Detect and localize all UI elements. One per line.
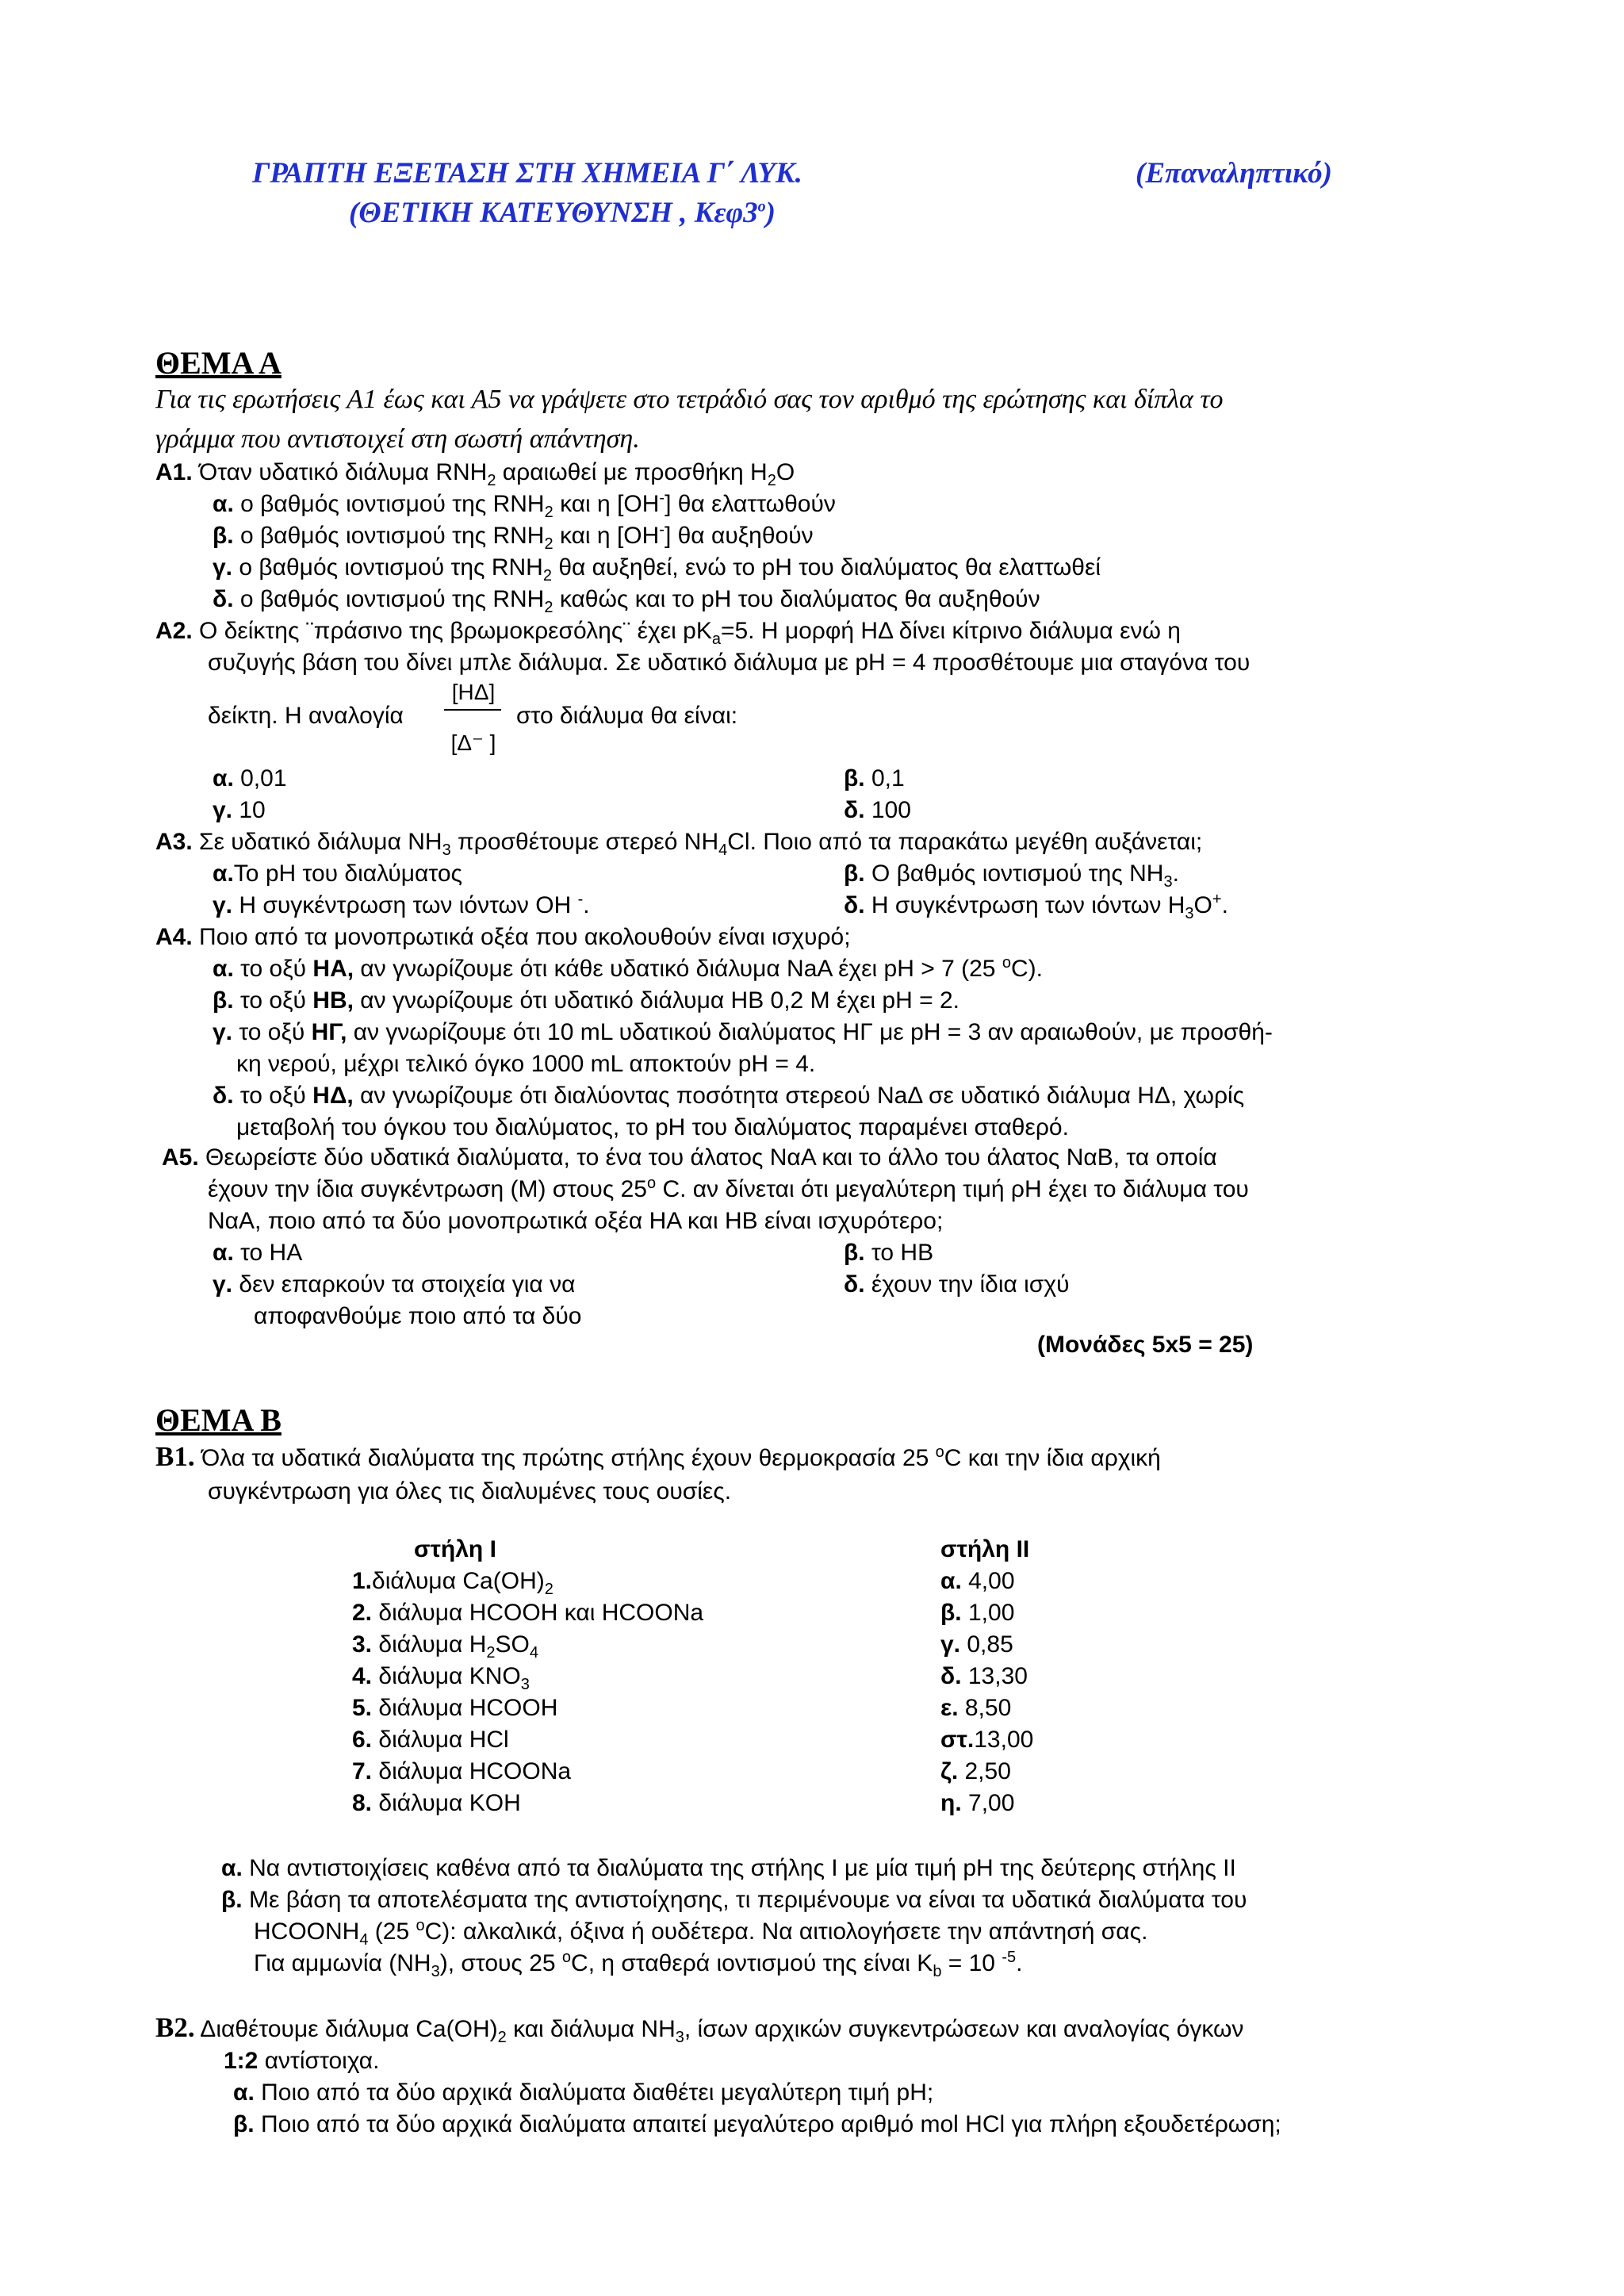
ratio-numerator: [ΗΔ] (451, 680, 496, 704)
question-a5: Α5. Θεωρείστε δύο υδατικά διαλύματα, το ένα του άλατος ΝαΑ και το άλλο του άλατος ΝαΒ, τα οποία (162, 1144, 1217, 1171)
a2-option-d: δ. 100 (844, 797, 911, 823)
column-1-item: 7. διάλυμα HCOONa (352, 1758, 572, 1784)
a3-option-a: α.Το pH του διαλύματος (213, 861, 462, 887)
a5-option-c: γ. δεν επαρκούν τα στοιχεία για να (213, 1271, 576, 1297)
ratio-denominator: [Δ⁻ ] (450, 730, 496, 755)
a2-line3-end: στο διάλυμα θα είναι: (516, 703, 738, 729)
b1-question-b: β. Με βάση τα αποτελέσματα της αντιστοίχησης, τι περιμένουμε να είναι τα υδατικά διαλύματα του (221, 1887, 1247, 1913)
theme-a-intro-line2: γράμμα που αντιστοιχεί στη σωστή απάντηση. (155, 424, 640, 454)
column-1-item: 3. διάλυμα $H_2SO_4$ (352, 1631, 539, 1662)
b2-option-a: α. Ποιο από τα δύο αρχικά διαλύματα διαθέτει μεγαλύτερη τιμή pH; (233, 2079, 934, 2106)
b1-question-b-line2: $HCOONH_4$ (25 $^o$C): αλκαλικά, όξινα ή ουδέτερα. Να αιτιολογήσετε την απάντησή σας. (254, 1917, 1148, 1949)
a3-option-b: β. Ο βαθμός ιοντισμού της $NH_3$. (844, 861, 1179, 891)
question-b1: Β1. Όλα τα υδατικά διαλύματα της πρώτης στήλης έχουν θερμοκρασία 25 $^o$C και την ίδια αρχική (155, 1441, 1161, 1472)
a5-line3: ΝαΑ, ποιο από τα δύο μονοπρωτικά οξέα ΗΑ και ΗΒ είναι ισχυρότερο; (208, 1208, 944, 1234)
a2-option-b: β. 0,1 (844, 765, 905, 792)
question-a4: Α4. Ποιο από τα μονοπρωτικά οξέα που ακολουθούν είναι ισχυρό; (155, 924, 851, 950)
a1-option-b: β. ο βαθμός ιοντισμού της $RNH_2$ και η [ΟΗ-] θα αυξηθούν (213, 521, 814, 553)
question-b2: Β2. Διαθέτουμε διάλυμα $Ca(OH)_2$ και διάλυμα $NH_3$, ίσων αρχικών συγκεντρώσεων και αναλογίας όγκων (155, 2012, 1244, 2046)
exam-title: ΓΡΑΠΤΗ ΕΞΕΤΑΣΗ ΣΤΗ ΧΗΜΕΙΑ Γ΄ ΛΥΚ. (252, 157, 802, 190)
column-1-header: στήλη Ι (414, 1536, 496, 1562)
a5-line2: έχουν την ίδια συγκέντρωση (Μ) στους $25^o$ C. αν δίνεται ότι μεγαλύτερη τιμή ρΗ έχει το διάλυμα του (208, 1175, 1249, 1202)
column-2-item: γ. 0,85 (940, 1631, 1013, 1658)
theme-a-title: ΘΕΜΑ Α (155, 345, 282, 381)
a4-option-a: α. το οξύ ΗΑ, αν γνωρίζουμε ότι κάθε υδατικό διάλυμα ΝaΑ έχει pH > 7 (25 $^o$C). (213, 954, 1043, 982)
exam-subtitle: (ΘΕΤΙΚΗ ΚΑΤΕΥΘΥΝΣΗ , $K\varepsilon\varphi 3^o$) (349, 197, 776, 229)
column-2-item: ζ. 2,50 (940, 1758, 1011, 1784)
exam-tag: (Επαναληπτικό) (1136, 157, 1332, 190)
a1-option-d: δ. ο βαθμός ιοντισμού της $RNH_2$ καθώς και το pH του διαλύματος θα αυξηθούν (213, 586, 1040, 616)
column-2-item: στ.13,00 (940, 1727, 1034, 1753)
b2-option-b: β. Ποιο από τα δύο αρχικά διαλύματα απαιτεί μεγαλύτερο αριθμό mol HCl για πλήρη εξουδετέρωση; (233, 2111, 1281, 2137)
a1-option-a: α. ο βαθμός ιοντισμού της $RNH_2$ και η [ΟΗ-] θα ελαττωθούν (213, 489, 836, 521)
column-1-item: 8. διάλυμα KOH (352, 1790, 521, 1816)
question-a2: Α2. Ο δείκτης ¨πράσινο της βρωμοκρεσόλης¨ έχει $pK_a=5$. Η μορφή ΗΔ δίνει κίτρινο διάλυμα ενώ η (155, 618, 1181, 648)
column-2-item: ε. 8,50 (940, 1695, 1012, 1721)
a5-option-d: δ. έχουν την ίδια ισχύ (844, 1271, 1070, 1297)
b1-question-a: α. Να αντιστοιχίσεις καθένα από τα διαλύματα της στήλης Ι με μία τιμή pH της δεύτερης στήλης ΙΙ (221, 1855, 1236, 1881)
theme-a-intro-line1: Για τις ερωτήσεις Α1 έως και Α5 να γράψετε στο τετράδιό σας τον αριθμό της ερώτησης και δίπλα το (155, 385, 1224, 414)
column-1-item: 6. διάλυμα HCl (352, 1727, 509, 1753)
a5-option-a: α. το ΗΑ (213, 1240, 303, 1266)
theme-a-marks: (Μονάδες 5x5 = 25) (1037, 1332, 1254, 1358)
column-1-item: 2. διάλυμα HCOOH και HCOONa (352, 1600, 704, 1626)
a4-option-b: β. το οξύ ΗΒ, αν γνωρίζουμε ότι υδατικό διάλυμα ΗΒ 0,2 Μ έχει pH = 2. (213, 987, 959, 1014)
column-1-item: 5. διάλυμα HCOOH (352, 1695, 558, 1721)
a4-option-d: δ. το οξύ ΗΔ, αν γνωρίζουμε ότι διαλύοντας ποσότητα στερεού ΝaΔ σε υδατικό διάλυμα ΗΔ, χωρίς (213, 1083, 1245, 1109)
column-2-item: η. 7,00 (940, 1790, 1015, 1816)
a1-option-c: γ. ο βαθμός ιοντισμού της $RNH_2$ θα αυξηθεί, ενώ το pH του διαλύματος θα ελαττωθεί (213, 554, 1101, 585)
a3-option-d: δ. Η συγκέντρωση των ιόντων $H_3O^+$. (844, 891, 1228, 922)
b2-line2: 1:2 αντίστοιχα. (224, 2048, 380, 2074)
a4-option-d-cont: μεταβολή του όγκου του διαλύματος, το pH του διαλύματος παραμένει σταθερό. (236, 1114, 1069, 1140)
column-1-item: 4. διάλυμα $KNO_3$ (352, 1663, 530, 1693)
question-a1: Α1. Όταν υδατικό διάλυμα $RNH_2$ αραιωθεί με προσθήκη $H_2O$ (155, 459, 795, 489)
a4-option-c: γ. το οξύ ΗΓ, αν γνωρίζουμε ότι 10 mL υδατικού διαλύματος ΗΓ με pH = 3 αν αραιωθούν, με προσθή- (213, 1019, 1273, 1045)
column-2-item: β. 1,00 (940, 1600, 1015, 1626)
question-a3: Α3. Σε υδατικό διάλυμα $NH_3$ προσθέτουμε στερεό $NH_4Cl$. Ποιο από τα παρακάτω μεγέθη αυξάνεται; (155, 829, 1203, 859)
a5-option-b: β. το ΗΒ (844, 1240, 934, 1266)
theme-b-title: ΘΕΜΑ Β (155, 1402, 282, 1438)
a4-option-c-cont: κη νερού, μέχρι τελικό όγκο 1000 mL αποκτούν pH = 4. (236, 1051, 816, 1077)
a2-line3-start: δείκτη. Η αναλογία (208, 703, 404, 729)
a2-line2: συζυγής βάση του δίνει μπλε διάλυμα. Σε υδατικό διάλυμα με pH = 4 προσθέτουμε μια σταγόνα του (208, 650, 1251, 676)
column-1-item: 1.διάλυμα $Ca(OH)_2$ (352, 1568, 553, 1598)
a2-option-c: γ. 10 (213, 797, 266, 823)
ratio-fraction-bar (444, 709, 501, 711)
b1-line2: συγκέντρωση για όλες τις διαλυμένες τους ουσίες. (208, 1478, 732, 1504)
column-2-header: στήλη ΙΙ (940, 1536, 1030, 1562)
column-2-item: δ. 13,30 (940, 1663, 1028, 1689)
column-2-item: α. 4,00 (940, 1568, 1015, 1594)
b1-question-b-line3: Για αμμωνία $(NH_3)$, στους 25 $^o$C, η σταθερά ιοντισμού της είναι $K_b = 10$ $^{-5}$. (254, 1949, 1023, 1980)
a5-option-c-cont: αποφανθούμε ποιο από τα δύο (254, 1303, 582, 1329)
a3-option-c: γ. Η συγκέντρωση των ιόντων ΟΗ -. (213, 891, 590, 918)
a2-option-a: α. 0,01 (213, 765, 287, 792)
